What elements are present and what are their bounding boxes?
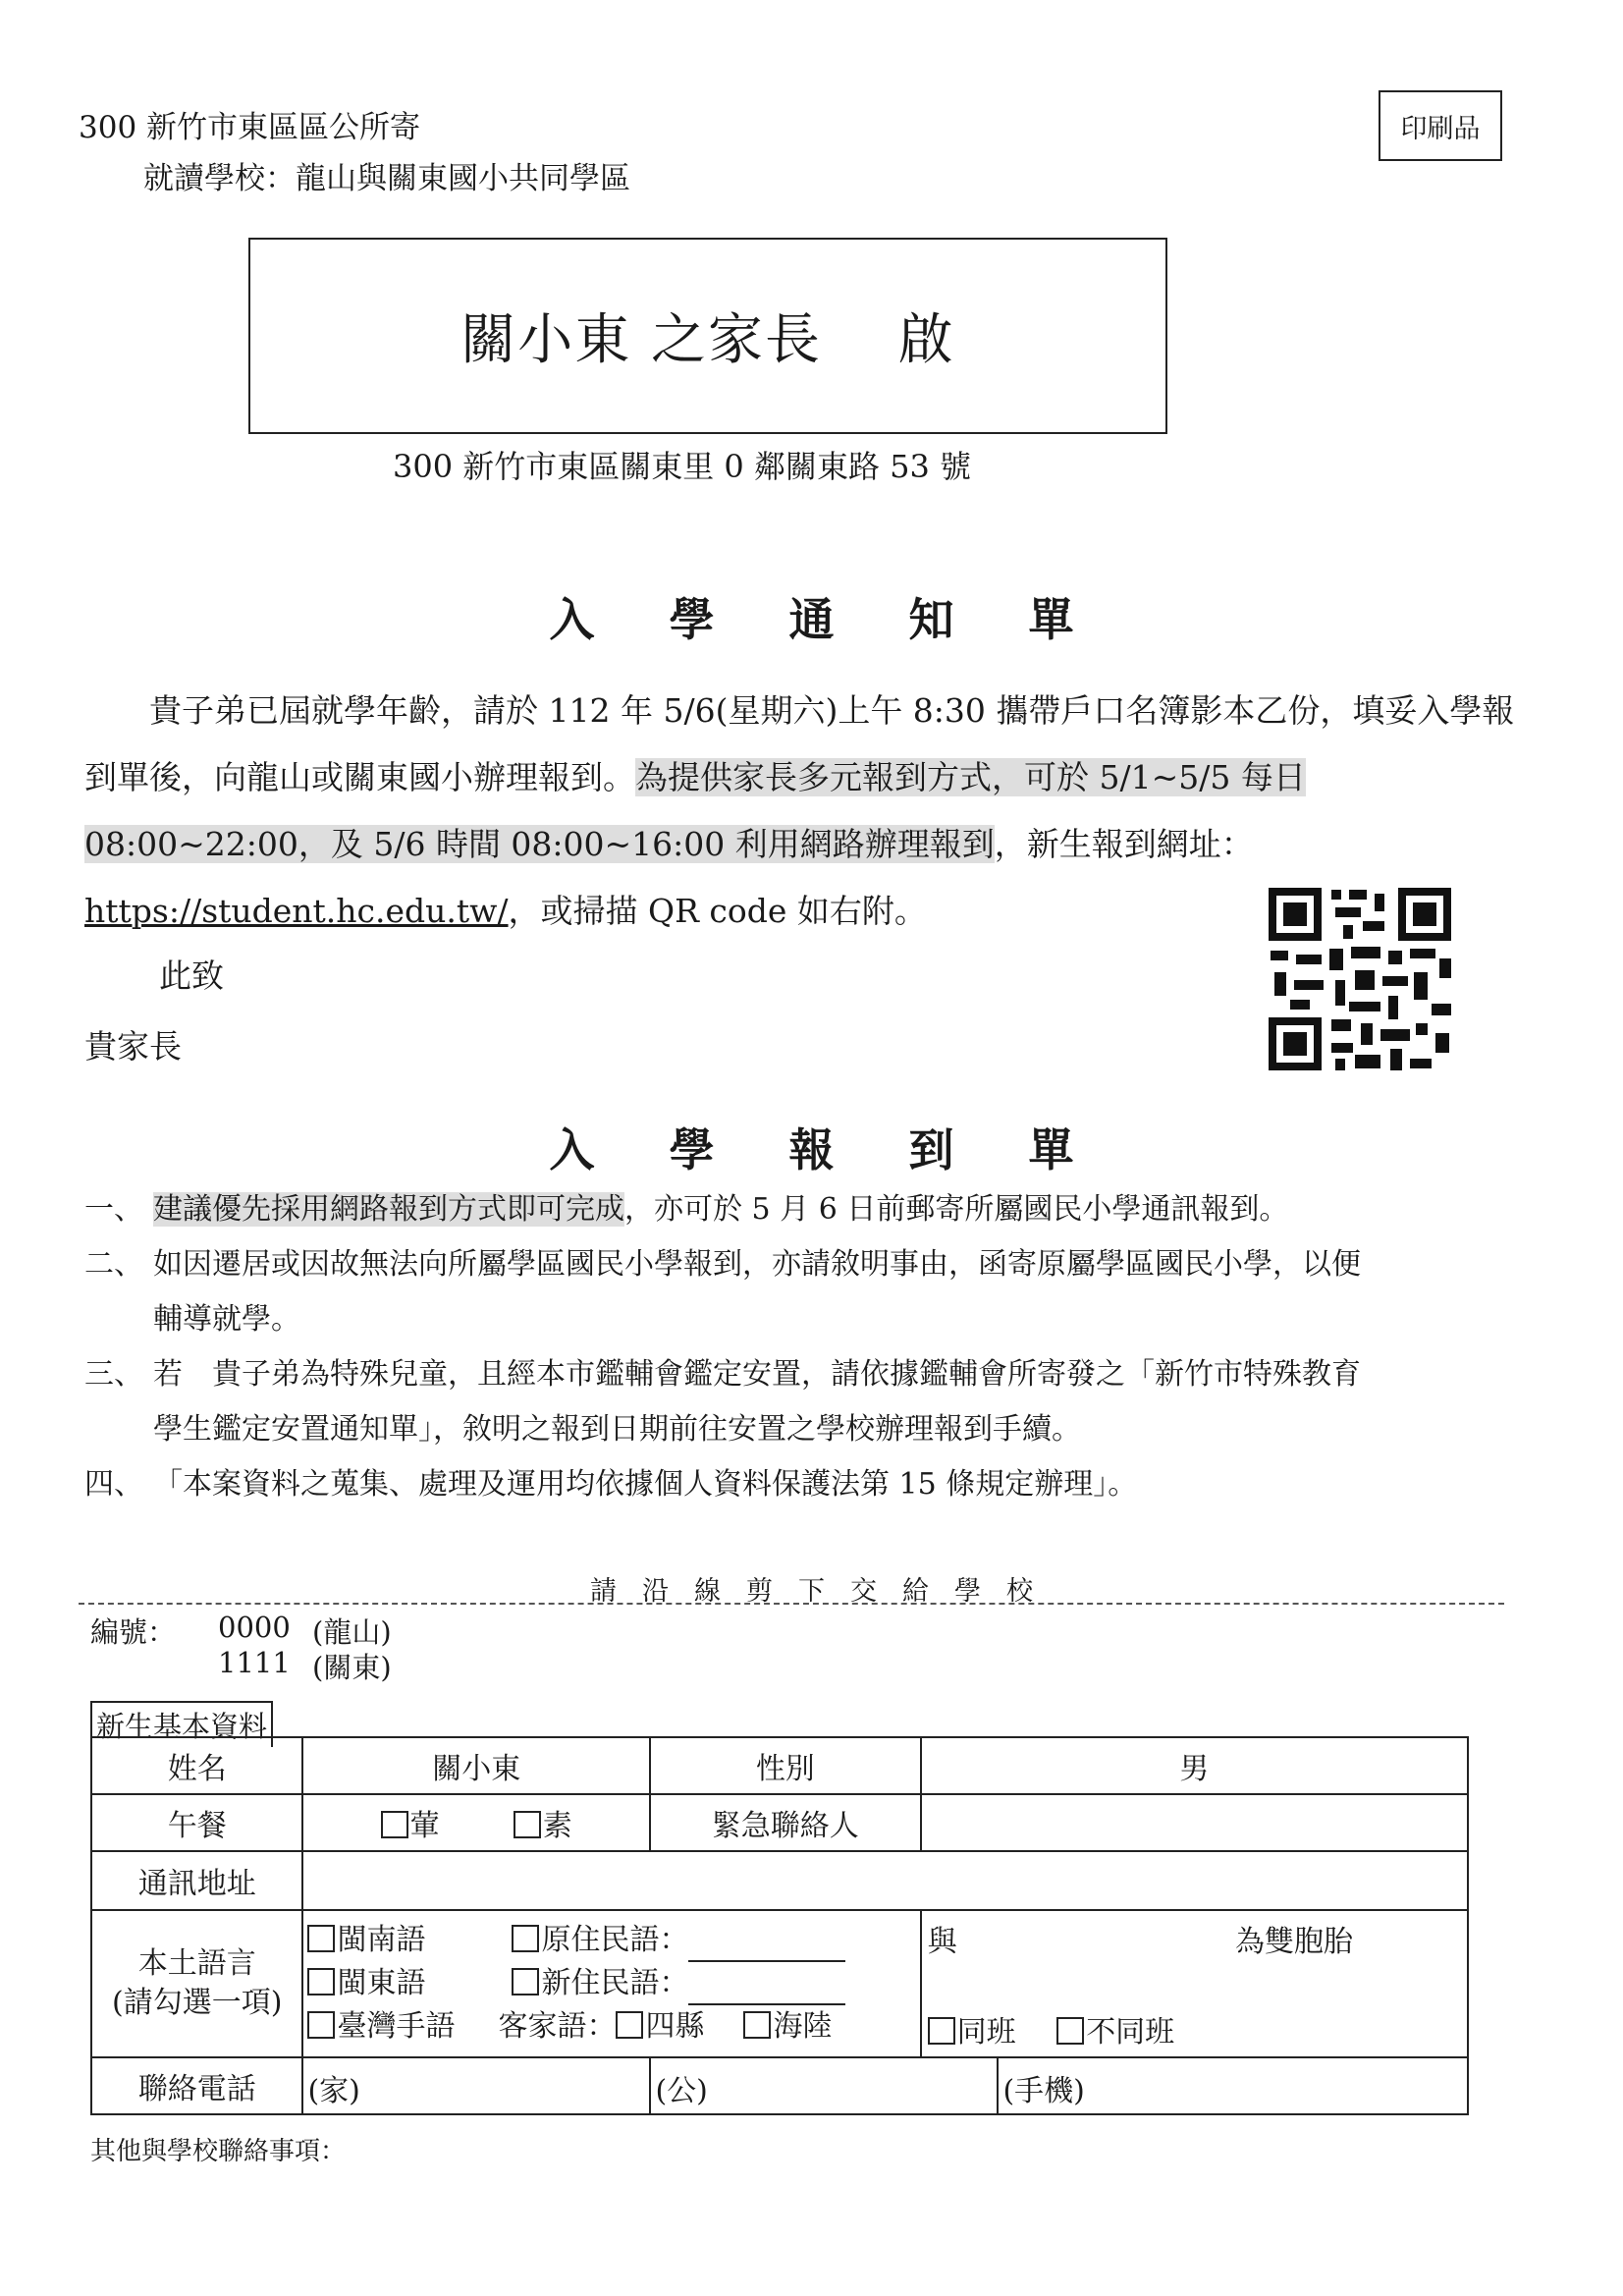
language-label-sub: (請勾選一項)	[112, 1986, 283, 2020]
emergency-contact-field[interactable]	[921, 1794, 1468, 1851]
sign-language-checkbox[interactable]	[307, 2011, 335, 2039]
diff-class-label: 不同班	[1086, 2015, 1175, 2050]
student-info-table	[90, 1736, 1469, 2115]
hailu-label: 海陸	[773, 2009, 833, 2044]
code-school: (關東)	[312, 1651, 392, 1684]
cut-instruction: 請沿線剪下交給學校	[590, 1576, 1058, 1607]
gender-label: 性別	[650, 1737, 921, 1794]
notice-text-b: ，新生報到網址：	[994, 825, 1254, 863]
item-number: 二、	[84, 1247, 143, 1282]
language-options	[302, 1910, 920, 2057]
item-text: ，亦可於 5 月 6 日前郵寄所屬國民小學通訊報到。	[624, 1192, 1289, 1227]
hakka-label: 客家語：	[498, 2009, 617, 2044]
name-label: 姓名	[91, 1737, 302, 1794]
language-label	[91, 1910, 302, 2057]
report-item	[84, 1347, 1538, 1402]
lunch-options	[302, 1794, 650, 1851]
twin-label: 為雙胞胎	[1235, 1925, 1353, 1959]
language-label-main: 本土語言	[137, 1946, 256, 1981]
indigenous-checkbox[interactable]	[512, 1925, 539, 1952]
home-phone-field[interactable]	[303, 2058, 651, 2113]
item-number: 四、	[84, 1467, 143, 1502]
mindong-checkbox[interactable]	[307, 1968, 335, 1995]
new-resident-checkbox[interactable]	[512, 1968, 539, 1995]
lunch-meat-label: 葷	[409, 1809, 440, 1843]
item-text: 「本案資料之蒐集、處理及運用均依據個人資料保護法第 15 條規定辦理」。	[153, 1467, 1138, 1502]
home-phone-label: (家)	[307, 2074, 360, 2108]
report-item	[84, 1457, 1538, 1512]
recipient-address: 300 新竹市東區關東里 0 鄰關東路 53 號	[393, 448, 972, 485]
same-class-checkbox[interactable]	[928, 2017, 955, 2045]
phone-label: 聯絡電話	[91, 2057, 302, 2114]
sixian-checkbox[interactable]	[616, 2011, 643, 2039]
other-notes-label: 其他與學校聯絡事項：	[90, 2137, 347, 2166]
report-title: 入學報到單	[549, 1123, 1149, 1176]
office-phone-field[interactable]	[651, 2058, 999, 2113]
office-phone-label: (公)	[655, 2074, 708, 2108]
same-class-label: 同班	[956, 2015, 1016, 2050]
closing-text: 此致	[159, 957, 224, 995]
item-text: 如因遷居或因故無法向所屬學區國民小學報到，亦請敘明事由，函寄原屬學區國民小學，以便	[153, 1247, 1361, 1282]
code-label: 編號：	[90, 1615, 177, 1649]
notice-title: 入學通知單	[549, 593, 1149, 646]
indigenous-blank[interactable]	[688, 1933, 845, 1962]
notice-text-c: ，或掃描 QR code 如右附。	[508, 892, 927, 930]
address-label: 通訊地址	[91, 1851, 302, 1910]
cut-line	[79, 1603, 1504, 1605]
emergency-contact-label: 緊急聯絡人	[650, 1794, 921, 1851]
code-value: 0000	[218, 1611, 291, 1644]
report-item	[84, 1182, 1538, 1237]
indigenous-label: 原住民語：	[541, 1923, 689, 1957]
lunch-meat-checkbox[interactable]	[381, 1811, 408, 1838]
new-resident-label: 新住民語：	[541, 1966, 689, 2000]
report-item	[84, 1237, 1538, 1292]
minnan-checkbox[interactable]	[307, 1925, 335, 1952]
lunch-veg-label: 素	[542, 1809, 572, 1843]
code-value: 1111	[218, 1646, 291, 1679]
notice-text: 貴子弟已屆就學年齡，請於 112 年 5/6(星期六)上午 8:30 攜帶戶口名簿影本乙份，填妥入學報到單後，向龍山或關東國小辦理報到。	[84, 691, 1515, 796]
phone-fields	[302, 2057, 1468, 2114]
mindong-label: 閩東語	[337, 1966, 426, 2000]
item-number: 一、	[84, 1192, 143, 1227]
qr-code-icon[interactable]	[1267, 886, 1453, 1072]
section-label: 新生基本資料	[90, 1701, 273, 1747]
twin-with-label: 與	[927, 1925, 957, 1959]
address-field[interactable]	[302, 1851, 1468, 1910]
item-text: 若 貴子弟為特殊兒童，且經本市鑑輔會鑑定安置，請依據鑑輔會所寄發之「新竹市特殊教育	[153, 1357, 1361, 1392]
sender-line: 300 新竹市東區區公所寄	[79, 110, 421, 145]
name-field[interactable]: 關小東	[302, 1737, 650, 1794]
mobile-phone-field[interactable]	[999, 2058, 1467, 2113]
hailu-checkbox[interactable]	[743, 2011, 771, 2039]
lunch-label: 午餐	[91, 1794, 302, 1851]
school-line: 就讀學校：龍山與關東國小共同學區	[143, 161, 630, 196]
code-school: (龍山)	[312, 1615, 392, 1649]
salutation-text: 貴家長	[84, 1027, 182, 1066]
recipient-box: 關小東 之家長 啟	[248, 238, 1167, 434]
lunch-veg-checkbox[interactable]	[514, 1811, 541, 1838]
sign-language-label: 臺灣手語	[337, 2009, 456, 2044]
minnan-label: 閩南語	[337, 1923, 426, 1957]
printed-matter-stamp: 印刷品	[1379, 90, 1502, 161]
notice-highlight: 為提供家長多元報到方式，可於 5/1~5/5 每日 08:00~22:00，及 5/6 時間 08:00~16:00 利用網路辦理報到	[84, 758, 1306, 863]
sixian-label: 四縣	[645, 2009, 705, 2044]
report-item-continued: 學生鑑定安置通知單」，敘明之報到日期前往安置之學校辦理報到手續。	[153, 1412, 1081, 1447]
item-highlight: 建議優先採用網路報到方式即可完成	[153, 1192, 624, 1227]
gender-field[interactable]: 男	[921, 1737, 1468, 1794]
twin-cell	[921, 1910, 1468, 2057]
register-link[interactable]: https://student.hc.edu.tw/	[84, 892, 509, 930]
new-resident-blank[interactable]	[688, 1976, 845, 2005]
diff-class-checkbox[interactable]	[1056, 2017, 1084, 2045]
mobile-phone-label: (手機)	[1002, 2074, 1085, 2108]
item-number: 三、	[84, 1357, 143, 1392]
report-item-continued: 輔導就學。	[153, 1302, 300, 1337]
